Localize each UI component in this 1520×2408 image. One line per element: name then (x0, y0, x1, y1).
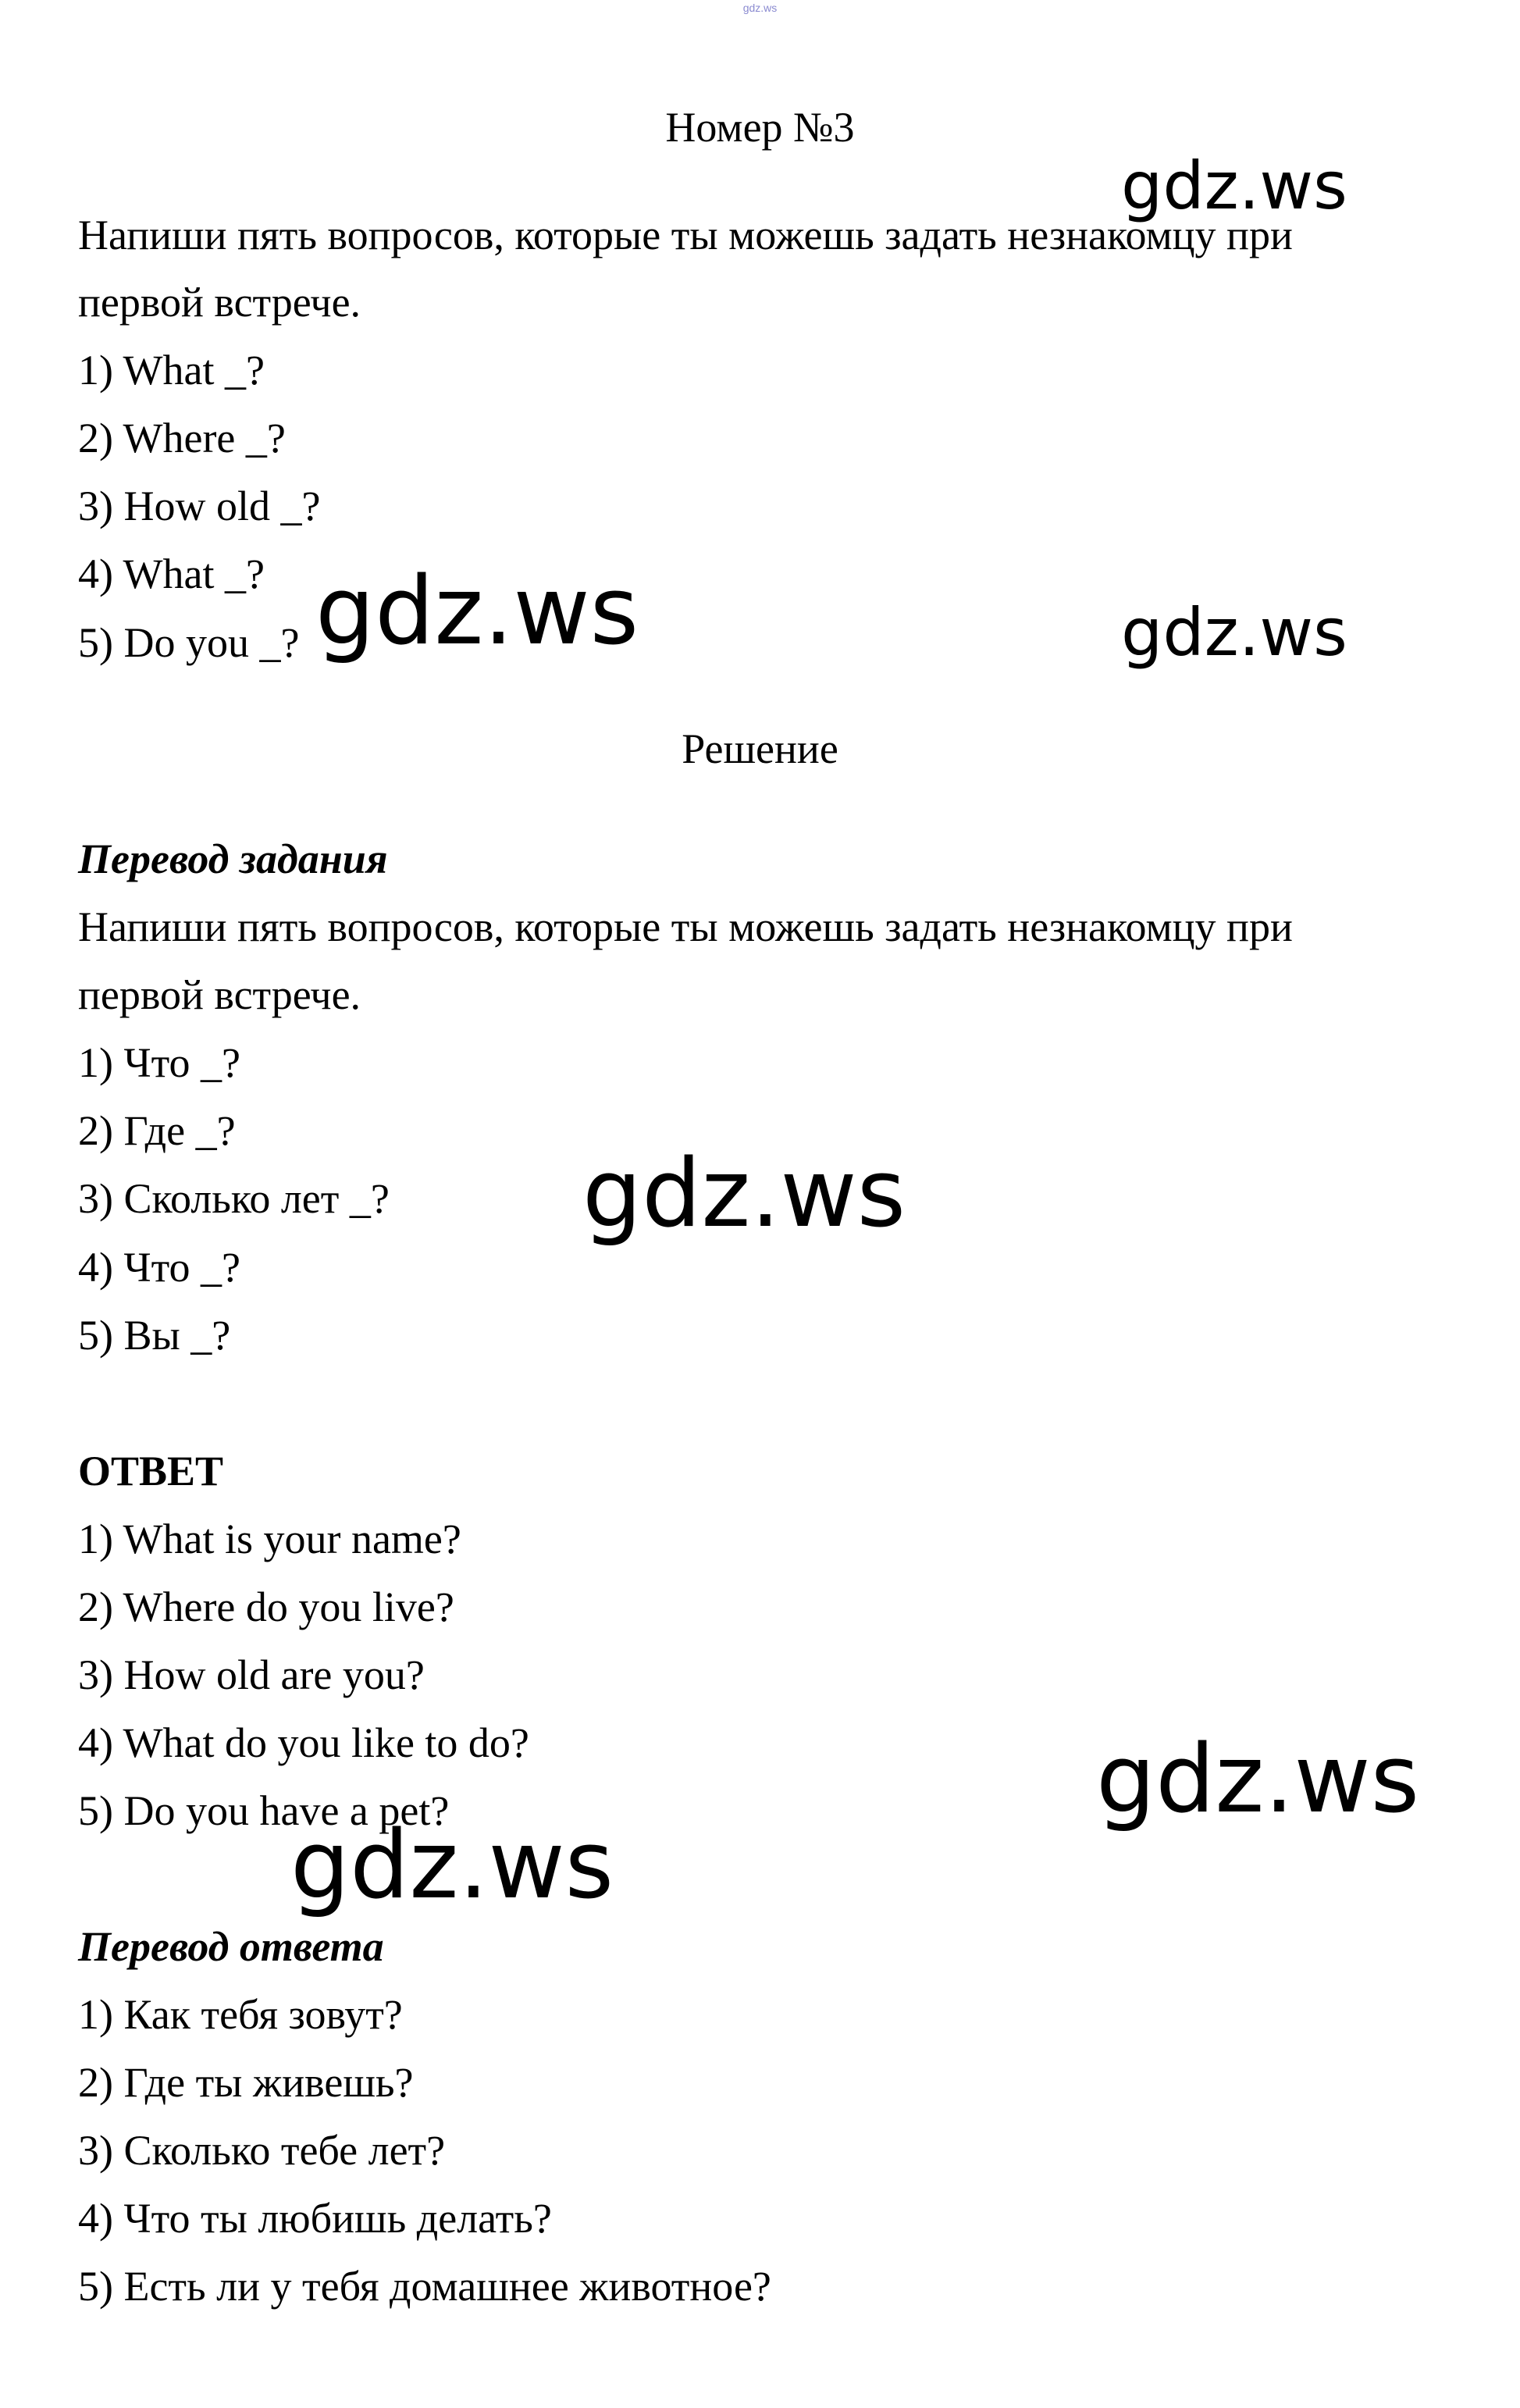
translation-item-3: 3) Сколько лет _? (78, 1175, 390, 1222)
answer-translation-item-1: 1) Как тебя зовут? (78, 1991, 403, 2038)
answer-translation-heading: Перевод ответа (78, 1923, 384, 1970)
answer-item-3: 3) How old are you? (78, 1651, 425, 1698)
answer-translation-item-3: 3) Сколько тебе лет? (78, 2127, 446, 2174)
answer-heading: ОТВЕТ (78, 1448, 224, 1494)
task-line-2: первой встрече. (78, 279, 361, 326)
solution-heading: Решение (682, 725, 838, 772)
translation-item-5: 5) Вы _? (78, 1312, 231, 1359)
translation-line-1: Напиши пять вопросов, которые ты можешь задать незнакомцу при (78, 903, 1293, 950)
task-item-2: 2) Where _? (78, 415, 286, 461)
watermark: gdz.ws (290, 1811, 614, 1920)
translation-line-2: первой встрече. (78, 971, 361, 1018)
answer-item-4: 4) What do you like to do? (78, 1719, 529, 1766)
translation-item-4: 4) Что _? (78, 1244, 240, 1291)
answer-translation-item-2: 2) Где ты живешь? (78, 2059, 414, 2106)
watermark: gdz.ws (582, 1140, 906, 1249)
answer-item-1: 1) What is your name? (78, 1516, 461, 1562)
task-line-1: Напиши пять вопросов, которые ты можешь задать незнакомцу при (78, 212, 1293, 258)
translation-item-2: 2) Где _? (78, 1107, 236, 1154)
task-item-1: 1) What _? (78, 347, 265, 394)
task-item-5: 5) Do you _? (78, 619, 300, 666)
task-item-3: 3) How old _? (78, 483, 321, 529)
translation-heading: Перевод задания (78, 835, 388, 882)
watermark: gdz.ws (1121, 148, 1347, 224)
watermark: gdz.ws (315, 557, 639, 666)
translation-item-1: 1) Что _? (78, 1039, 240, 1086)
answer-translation-item-4: 4) Что ты любишь делать? (78, 2195, 552, 2242)
answer-item-5: 5) Do you have a pet? (78, 1787, 450, 1834)
answer-item-2: 2) Where do you live? (78, 1583, 454, 1630)
watermark: gdz.ws (1121, 594, 1347, 671)
watermark: gdz.ws (1096, 1726, 1420, 1834)
top-watermark-text: gdz.ws (742, 2, 778, 14)
task-item-4: 4) What _? (78, 550, 265, 597)
page-title: Номер №3 (665, 104, 855, 151)
answer-translation-item-5: 5) Есть ли у тебя домашнее животное? (78, 2263, 771, 2310)
